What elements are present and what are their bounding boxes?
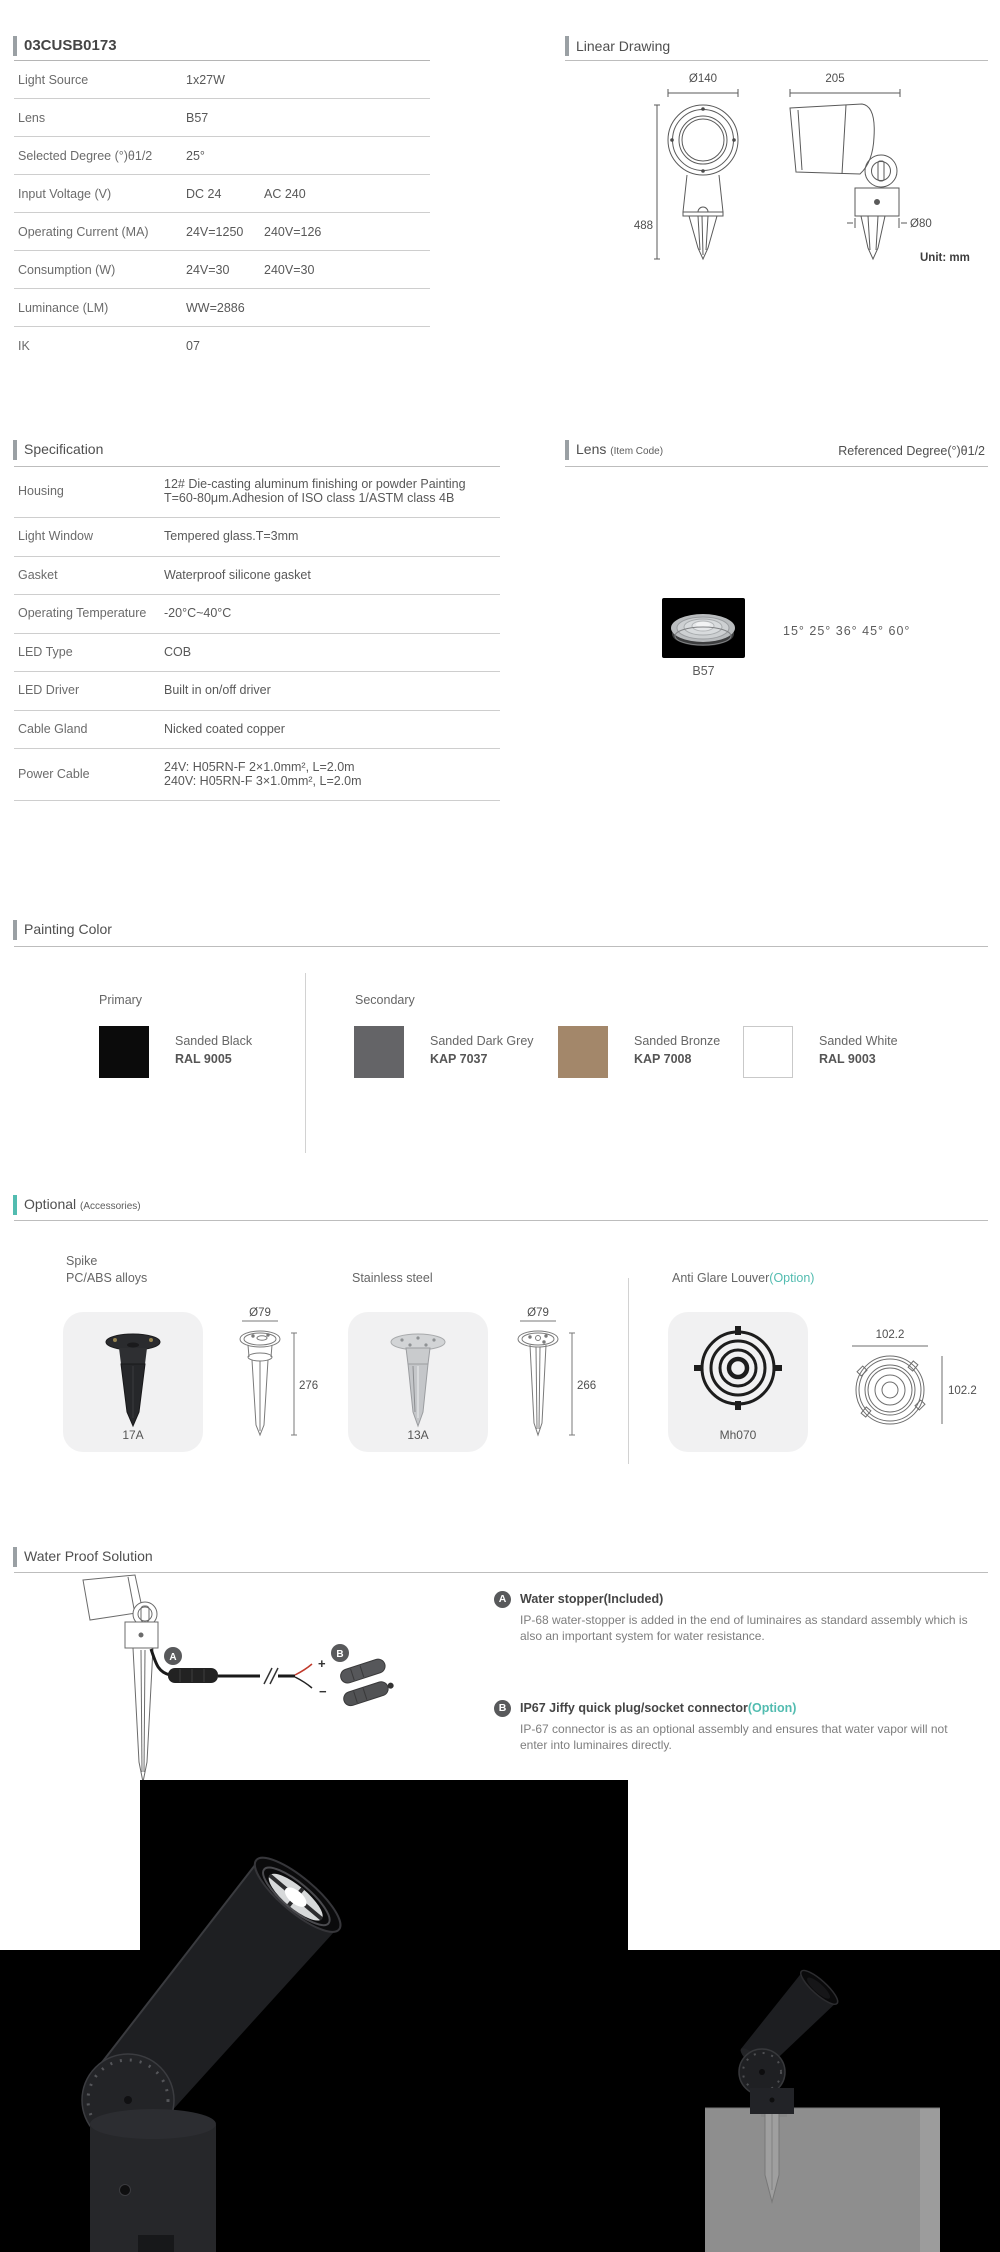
color-name: Sanded White xyxy=(819,1034,898,1048)
product-code-title: 03CUSB0173 xyxy=(24,37,117,54)
quick-spec-row xyxy=(14,289,430,327)
color-option-sanded-white xyxy=(743,1026,898,1078)
optional-title-text: Optional xyxy=(24,1196,77,1212)
minus-mark: − xyxy=(319,1684,327,1699)
spec-value xyxy=(186,301,245,315)
color-code: RAL 9005 xyxy=(175,1052,232,1066)
spec-label: Selected Degree (°)θ1/2 xyxy=(18,148,153,163)
spec-label: Input Voltage (V) xyxy=(18,186,112,201)
lens-item-code: B57 xyxy=(692,664,715,678)
spec-label: Light Source xyxy=(18,72,89,87)
specification-title: Specification xyxy=(24,441,104,457)
dim-spike2-diameter: Ø79 xyxy=(527,1307,549,1319)
spec-value xyxy=(164,761,500,788)
badge-b-letter: B xyxy=(336,1649,344,1660)
spec-label: Housing xyxy=(18,483,64,498)
spec-value-segment: AC 240 xyxy=(264,186,306,201)
spike-stainless-icon xyxy=(348,1312,488,1434)
spec-value-line: Built in on/off driver xyxy=(164,683,271,697)
spec-label: Luminance (LM) xyxy=(18,300,109,315)
badge-a-letter: A xyxy=(169,1652,177,1663)
spec-label: LED Type xyxy=(18,644,73,659)
optional-title-note: (Accessories) xyxy=(80,1201,141,1212)
product-photos xyxy=(0,1780,1000,2252)
spec-value-segment: DC 24 xyxy=(186,186,222,201)
dim-spike1-diameter: Ø79 xyxy=(249,1307,271,1319)
color-code: KAP 7008 xyxy=(634,1052,692,1066)
spec-value xyxy=(164,646,500,660)
louver-dimension-drawing xyxy=(838,1328,998,1443)
spec-value xyxy=(186,263,314,277)
spec-value-line: 12# Die-casting aluminum finishing or powder Painting xyxy=(164,477,466,491)
accessory-code: Mh070 xyxy=(719,1428,757,1442)
spec-value-line: 240V: H05RN-F 3×1.0mm², L=2.0m xyxy=(164,773,362,788)
section-accent-bar xyxy=(13,440,17,460)
lens-right-title: Referenced Degree(°)θ1/2 xyxy=(838,444,985,458)
color-name: Sanded Black xyxy=(175,1034,253,1048)
spec-label: Consumption (W) xyxy=(18,262,116,277)
product-photo-left xyxy=(20,1780,480,2252)
specification-row xyxy=(14,466,500,518)
color-option-sanded-dark-grey xyxy=(354,1026,534,1078)
waterproof-body-a: IP-68 water-stopper is added in the end of luminaires as standard assembly which is also an important system for water resistance. xyxy=(520,1613,968,1643)
dim-louver-height: 102.2 xyxy=(948,1385,977,1397)
color-label xyxy=(634,1026,720,1078)
section-accent-bar-teal xyxy=(13,1195,17,1215)
spike-dimension-drawing-1 xyxy=(222,1305,322,1453)
dim-spike1-length: 276 xyxy=(299,1380,319,1392)
color-code: RAL 9003 xyxy=(819,1052,876,1066)
spec-value-line: Nicked coated copper xyxy=(164,721,285,736)
spec-value-line: COB xyxy=(164,644,192,659)
spec-value-segment: 24V=30 xyxy=(186,262,230,277)
section-accent-bar xyxy=(565,36,569,56)
spec-label: Operating Temperature xyxy=(18,606,147,620)
waterproof-badge-b: B xyxy=(494,1700,511,1717)
section-underline xyxy=(565,60,988,61)
spec-value-segment: 07 xyxy=(186,338,200,353)
spec-value xyxy=(164,684,500,698)
lens-title-note: (Item Code) xyxy=(610,446,664,457)
accessory-tile-mh070 xyxy=(668,1312,808,1452)
section-accent-bar xyxy=(13,1547,17,1567)
linear-drawing-title: Linear Drawing xyxy=(576,38,671,54)
accessory-tile-17a xyxy=(63,1312,203,1452)
color-label xyxy=(819,1026,898,1078)
spec-value xyxy=(186,111,208,125)
louver-heading-text: Anti Glare Louver xyxy=(672,1271,770,1285)
spec-value-segment: 240V=126 xyxy=(264,224,322,239)
quick-spec-row xyxy=(14,327,430,364)
specification-row xyxy=(14,672,500,711)
spec-value xyxy=(164,478,500,505)
specification-table xyxy=(14,466,500,801)
lens-degrees: 15° 25° 36° 45° 60° xyxy=(783,624,911,638)
spec-value-segment: 240V=30 xyxy=(264,262,315,277)
connector-icon xyxy=(339,1657,387,1685)
spec-label: Lens xyxy=(18,110,46,125)
dim-total-height: 488 xyxy=(633,220,653,232)
waterproof-title: Water Proof Solution xyxy=(24,1548,153,1564)
spec-value-line: T=60-80μm.Adhesion of ISO class 1/ASTM class 4B xyxy=(164,490,455,505)
dim-louver-width: 102.2 xyxy=(875,1329,905,1341)
specification-row xyxy=(14,749,500,801)
louver-heading-note: (Option) xyxy=(769,1271,815,1285)
accessory-code: 17A xyxy=(122,1428,144,1442)
optional-title xyxy=(24,1196,141,1212)
color-label xyxy=(430,1026,534,1078)
quick-spec-row xyxy=(14,99,430,137)
spike-heading-line2: PC/ABS alloys xyxy=(66,1271,148,1285)
spec-value-line: Waterproof silicone gasket xyxy=(164,567,311,582)
quick-specs-rows xyxy=(14,61,430,364)
unit-note: Unit: mm xyxy=(920,252,970,264)
lens-photo-icon xyxy=(662,598,745,658)
spec-value xyxy=(164,607,500,621)
quick-spec-row xyxy=(14,137,430,175)
spec-value-segment: 1x27W xyxy=(186,72,225,87)
dim-front-diameter: Ø140 xyxy=(688,73,718,85)
plus-mark: + xyxy=(318,1656,326,1671)
spec-label: Cable Gland xyxy=(18,721,88,736)
color-code: KAP 7037 xyxy=(430,1052,488,1066)
spec-label: Operating Current (MA) xyxy=(18,224,149,239)
spec-value xyxy=(186,73,225,87)
spec-value xyxy=(164,723,500,737)
spec-value-line: -20°C~40°C xyxy=(164,606,232,620)
dim-side-length: 205 xyxy=(825,73,845,85)
quick-specs-table xyxy=(14,60,430,364)
spike-heading-line1: Spike xyxy=(66,1254,98,1268)
spec-label: Gasket xyxy=(18,567,58,582)
linear-drawing-figure xyxy=(610,62,1000,267)
spec-value xyxy=(186,149,205,163)
section-underline xyxy=(14,1220,988,1221)
color-option-sanded-bronze xyxy=(558,1026,720,1078)
specification-row xyxy=(14,595,500,634)
accessories-divider xyxy=(628,1278,629,1464)
quick-spec-row xyxy=(14,213,430,251)
anti-glare-louver-icon xyxy=(668,1312,808,1434)
product-photo-right xyxy=(650,1950,1000,2252)
specification-row xyxy=(14,711,500,750)
spec-value-segment: 24V=1250 xyxy=(186,224,244,239)
waterproof-heading-a xyxy=(520,1592,663,1606)
quick-spec-row xyxy=(14,251,430,289)
waterproof-heading-a-text: Water stopper(Included) xyxy=(520,1592,664,1606)
dim-base-diameter: Ø80 xyxy=(910,218,932,230)
spike-dimension-drawing-2 xyxy=(500,1305,600,1453)
spec-value-line: 24V: H05RN-F 2×1.0mm², L=2.0m xyxy=(164,760,355,774)
waterproof-diagram xyxy=(40,1572,470,1790)
section-accent-bar xyxy=(13,36,17,56)
stainless-heading: Stainless steel xyxy=(352,1271,433,1285)
spike-pcabs-icon xyxy=(63,1312,203,1434)
waterproof-heading-b-text: IP67 Jiffy quick plug/socket connector xyxy=(520,1701,748,1715)
dim-spike2-length: 266 xyxy=(577,1380,597,1392)
group-divider xyxy=(305,973,306,1153)
spec-value xyxy=(186,225,321,239)
waterproof-heading-b-note: (Option) xyxy=(747,1701,797,1715)
color-swatch xyxy=(99,1026,149,1078)
spike-heading xyxy=(66,1253,147,1287)
spec-value-segment: WW=2886 xyxy=(186,300,245,315)
color-name: Sanded Bronze xyxy=(634,1034,721,1048)
color-swatch xyxy=(354,1026,404,1078)
specification-row xyxy=(14,634,500,673)
section-underline xyxy=(565,466,988,467)
spec-value-segment: B57 xyxy=(186,110,209,125)
specification-row xyxy=(14,557,500,596)
color-swatch xyxy=(743,1026,793,1078)
louver-heading xyxy=(672,1270,814,1287)
secondary-group-label: Secondary xyxy=(355,993,415,1007)
quick-spec-row xyxy=(14,175,430,213)
spec-value xyxy=(164,569,500,583)
accessory-code: 13A xyxy=(407,1428,429,1442)
spec-label: IK xyxy=(18,338,30,353)
section-underline xyxy=(14,946,988,947)
waterproof-badge-a: A xyxy=(494,1591,511,1608)
lens-product-image xyxy=(662,598,745,658)
spec-value-segment: 25° xyxy=(186,148,205,163)
spec-label: LED Driver xyxy=(18,683,80,697)
color-name: Sanded Dark Grey xyxy=(430,1034,534,1048)
spec-value xyxy=(164,530,500,544)
lens-title-text: Lens xyxy=(576,441,607,457)
spec-label: Power Cable xyxy=(18,766,90,781)
spec-value xyxy=(186,187,306,201)
accessory-tile-13a xyxy=(348,1312,488,1452)
section-accent-bar xyxy=(13,920,17,940)
spec-value-line: Tempered glass.T=3mm xyxy=(164,529,299,543)
color-option-sanded-black xyxy=(99,1026,252,1078)
specification-row xyxy=(14,518,500,557)
color-label xyxy=(175,1026,252,1078)
waterproof-body-b: IP-67 connector is as an optional assembly and ensures that water vapor will not enter into luminaires directly. xyxy=(520,1722,948,1752)
quick-spec-row xyxy=(14,61,430,99)
painting-color-title: Painting Color xyxy=(24,921,112,937)
spec-value xyxy=(186,339,200,353)
color-swatch xyxy=(558,1026,608,1078)
waterproof-heading-b xyxy=(520,1701,796,1715)
spec-label: Light Window xyxy=(18,529,94,543)
primary-group-label: Primary xyxy=(99,993,143,1007)
